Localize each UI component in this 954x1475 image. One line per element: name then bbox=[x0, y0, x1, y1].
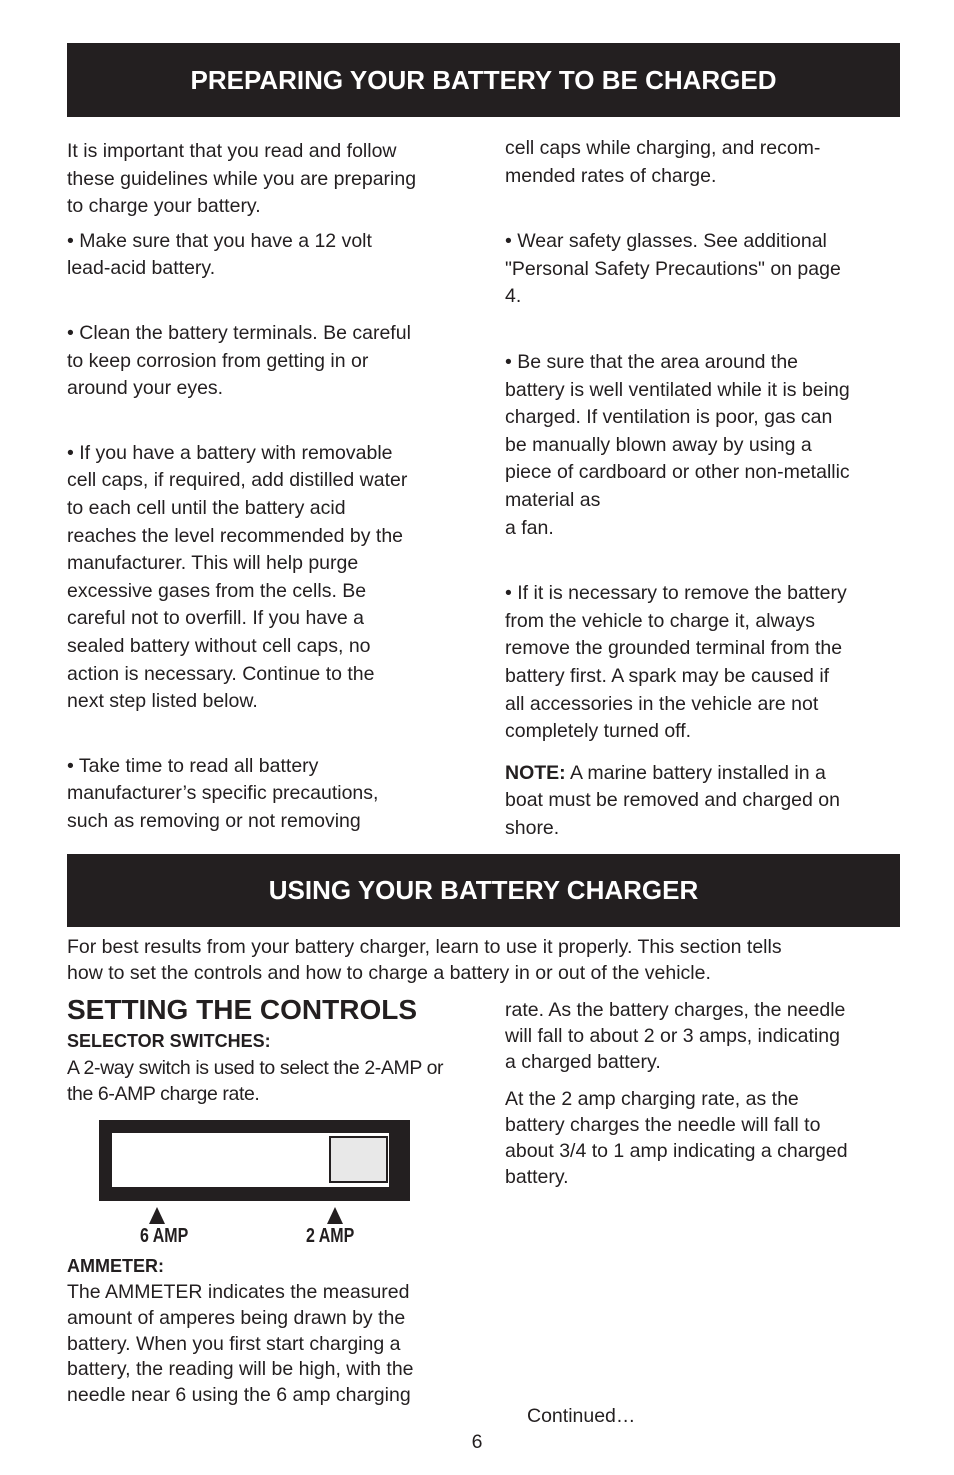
section-banner-preparing bbox=[67, 43, 900, 117]
arrow-up-icon bbox=[149, 1207, 165, 1224]
page-number: 6 bbox=[471, 1431, 483, 1453]
switch-knob bbox=[329, 1136, 388, 1183]
using-intro: For best results from your battery charger, learn to use it properly. This section tells how to set the controls and how to charge a battery in or out of the vehicle. bbox=[67, 936, 782, 984]
section-title: PREPARING YOUR BATTERY TO BE CHARGED bbox=[190, 64, 777, 95]
left-column-preparing bbox=[67, 138, 467, 835]
two-amp-paragraph: At the 2 amp charging rate, as the battery charges the needle will fall to about 3/4 to 1 amp indicating a charged battery. bbox=[505, 1088, 848, 1188]
arrow-up-icon bbox=[327, 1207, 343, 1224]
setting-controls-title: SETTING THE CONTROLS bbox=[67, 994, 417, 1025]
ammeter-heading: AMMETER: bbox=[67, 1256, 164, 1276]
bullet-item: • Make sure that you have a 12 volt lead-acid battery. bbox=[67, 229, 372, 280]
section-banner-using bbox=[67, 854, 900, 927]
bullet-item: • If you have a battery with removable cell caps, if required, add distilled water to each cell until the battery acid reaches the level recommended by the manufacturer. This will help purge excessive gases from the cells. Be careful not to overfill. If you have a sealed battery without cell caps, no action is necessary. Continue to the next step listed below. bbox=[67, 441, 408, 713]
bullet-item: • Be sure that the area around the battery is well ventilated while it is being charged. If ventilation is poor, gas can be manually blown away by using a piece of cardboard or other non-metallic material as a fan. bbox=[505, 350, 850, 539]
ammeter-continuation: rate. As the battery charges, the needle will fall to about 2 or 3 amps, indicating a charged battery. bbox=[505, 999, 846, 1073]
selector-switches-heading: SELECTOR SWITCHES: bbox=[67, 1031, 271, 1051]
bullet-item: • If it is necessary to remove the battery from the vehicle to charge it, always remove the grounded terminal from the battery first. A spark may be caused if all accessories in the vehicle are not completely turned off. bbox=[505, 582, 847, 743]
continuation-paragraph: cell caps while charging, and recom- mended rates of charge. bbox=[505, 137, 821, 187]
note-text: A marine battery installed in a boat must be removed and charged on shore. bbox=[505, 761, 840, 839]
intro-paragraph: It is important that you read and follow these guidelines while you are preparing to charge your battery. bbox=[67, 140, 417, 218]
right-column-preparing bbox=[505, 135, 905, 842]
bullet-item: • Wear safety glasses. See additional "Personal Safety Precautions" on page 4. bbox=[505, 230, 841, 308]
label-2-amp: 2 AMP bbox=[306, 1225, 355, 1247]
note-label: NOTE: bbox=[505, 761, 566, 784]
ammeter-text: The AMMETER indicates the measured amount of amperes being drawn by the battery. When you first start charging a battery, the reading will be high, with the needle near 6 using the 6 amp charging bbox=[67, 1281, 414, 1407]
bullet-item: • Take time to read all battery manufacturer’s specific precautions, such as removing or not removing bbox=[67, 754, 379, 832]
bullet-item: • Clean the battery terminals. Be careful to keep corrosion from getting in or around your eyes. bbox=[67, 321, 411, 400]
selector-switches-text: A 2-way switch is used to select the 2-AMP or the 6-AMP charge rate. bbox=[67, 1057, 444, 1105]
label-6-amp: 6 AMP bbox=[140, 1225, 189, 1247]
continued-label: Continued… bbox=[527, 1405, 636, 1427]
note-paragraph bbox=[505, 760, 905, 843]
section-title: USING YOUR BATTERY CHARGER bbox=[268, 875, 699, 905]
right-column-using bbox=[505, 998, 905, 1191]
